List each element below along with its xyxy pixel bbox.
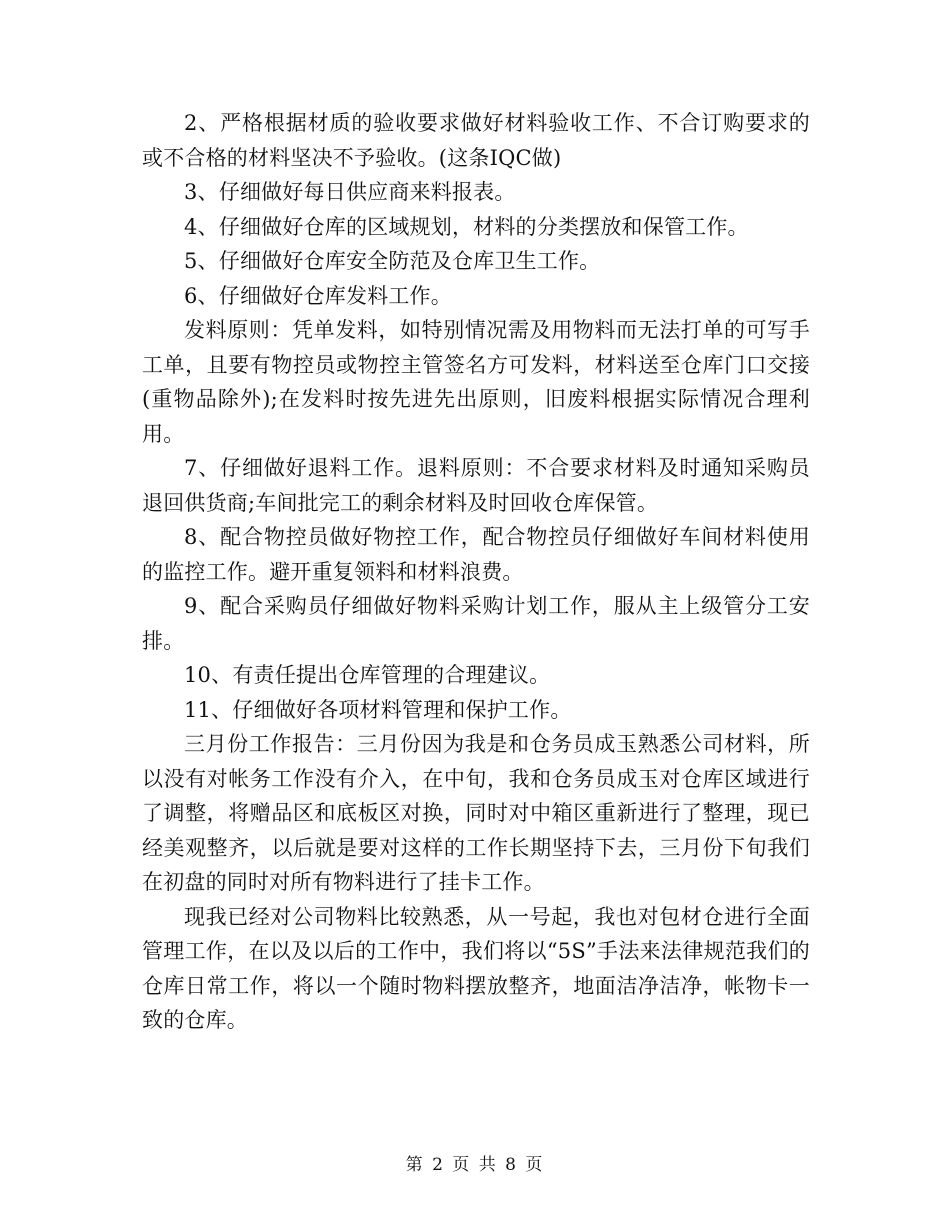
document-body bbox=[142, 106, 810, 1038]
paragraph-march-report: 三月份工作报告：三月份因为我是和仓务员成玉熟悉公司材料，所以没有对帐务工作没有介入，在中旬，我和仓务员成玉对仓库区域进行了调整，将赠品区和底板区对换，同时对中箱区重新进行了整理，现已经美观整齐，以后就是要对这样的工作长期坚持下去，三月份下旬我们在初盘的同时对所有物料进行了挂卡工作。 bbox=[142, 732, 810, 894]
page-number-footer: 第 2 页 共 8 页 bbox=[405, 1155, 545, 1175]
paragraph-item-5: 5、仔细做好仓库安全防范及仓库卫生工作。 bbox=[184, 249, 601, 273]
paragraph-item-7: 7、仔细做好退料工作。退料原则：不合要求材料及时通知采购员退回供货商;车间批完工的剩余材料及时回收仓库保管。 bbox=[142, 456, 810, 515]
paragraph-item-8: 8、配合物控员做好物控工作，配合物控员仔细做好车间材料使用的监控工作。避开重复领料和材料浪费。 bbox=[142, 525, 810, 584]
paragraph-item-6: 6、仔细做好仓库发料工作。 bbox=[184, 283, 452, 308]
paragraph-item-3: 3、仔细做好每日供应商来料报表。 bbox=[184, 180, 516, 204]
paragraph-item-11: 11、仔细做好各项材料管理和保护工作。 bbox=[184, 697, 572, 722]
paragraph-issue-principle: 发料原则：凭单发料，如特别情况需及用物料而无法打单的可写手工单，且要有物控员或物控主管签名方可发料，材料送至仓库门口交接(重物品除外);在发料时按先进先出原则，旧废料根据实际情况合理利用。 bbox=[142, 318, 810, 446]
paragraph-closing: 现我已经对公司物料比较熟悉，从一号起，我也对包材仓进行全面管理工作，在以及以后的工作中，我们将以“5S”手法来法律规范我们的仓库日常工作，将以一个随时物料摆放整齐，地面洁净洁净，帐物卡一致的仓库。 bbox=[142, 904, 810, 1032]
paragraph-item-2: 2、严格根据材质的验收要求做好材料验收工作、不合订购要求的或不合格的材料坚决不予验收。(这条IQC做) bbox=[142, 111, 810, 170]
paragraph-item-4: 4、仔细做好仓库的区域规划，材料的分类摆放和保管工作。 bbox=[184, 214, 749, 239]
paragraph-item-9: 9、配合采购员仔细做好物料采购计划工作，服从主上级管分工安排。 bbox=[142, 594, 810, 653]
paragraph-item-10: 10、有责任提出仓库管理的合理建议。 bbox=[184, 663, 551, 687]
